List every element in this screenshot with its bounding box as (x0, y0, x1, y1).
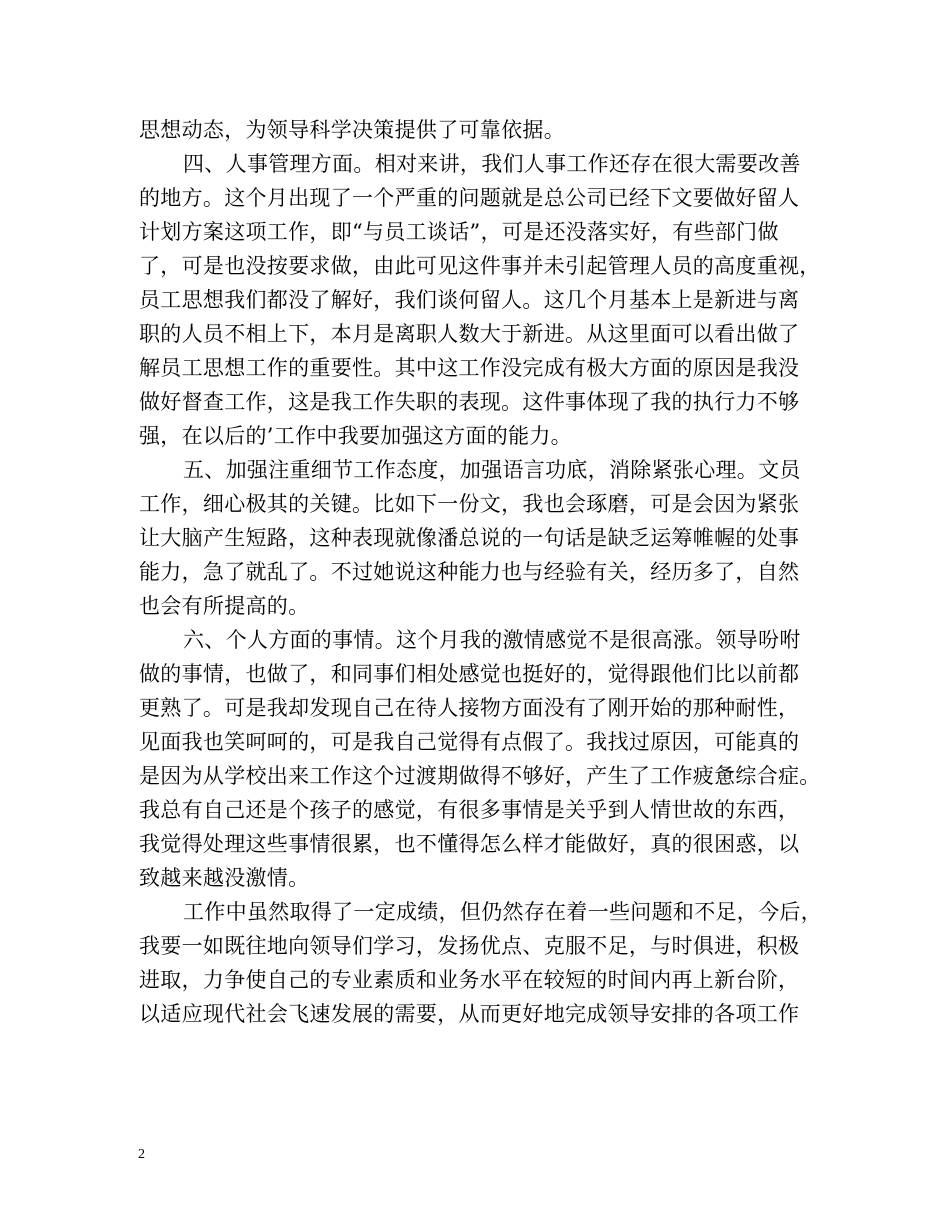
text-line: 员工思想我们都没了解好，我们谈何留人。这几个月基本上是新进与离 (139, 288, 800, 312)
text-line: 致越来越没激情。 (139, 866, 310, 890)
text-line: 进取，力争使自己的专业素质和业务水平在较短的时间内再上新台阶， (139, 968, 800, 992)
text-line: 也会有所提高的。 (139, 594, 310, 618)
text-line: 职的人员不相上下，本月是离职人数大于新进。从这里面可以看出做了 (139, 322, 800, 346)
text-line: 我总有自己还是个孩子的感觉，有很多事情是关乎到人情世故的东西， (139, 798, 800, 822)
text-line: 见面我也笑呵呵的，可是我自己觉得有点假了。我找过原因，可能真的 (139, 730, 800, 754)
text-line: 更熟了。可是我却发现自己在待人接物方面没有了刚开始的那种耐性， (139, 696, 800, 720)
text-line: 以适应现代社会飞速发展的需要，从而更好地完成领导安排的各项工作 (139, 1002, 800, 1026)
paragraph-heading-line: 五、加强注重细节工作态度，加强语言功底，消除紧张心理。文员 (183, 458, 801, 482)
paragraph-first-line: 工作中虽然取得了一定成绩，但仍然存在着一些问题和不足，今后， (183, 900, 822, 924)
text-line: 的地方。这个月出现了一个严重的问题就是总公司已经下文要做好留人 (139, 186, 800, 210)
text-line: 是因为从学校出来工作这个过渡期做得不够好，产生了工作疲惫综合症。 (139, 764, 821, 788)
text-line: 我要一如既往地向领导们学习，发扬优点、克服不足，与时俱进，积极 (139, 934, 800, 958)
paragraph-heading-line: 四、人事管理方面。相对来讲，我们人事工作还存在很大需要改善 (183, 152, 801, 176)
text-line: 我觉得处理这些事情很累，也不懂得怎么样才能做好，真的很困惑，以 (139, 832, 800, 856)
text-line: 能力，急了就乱了。不过她说这种能力也与经验有关，经历多了，自然 (139, 560, 800, 584)
text-line: 做好督查工作，这是我工作失职的表现。这件事体现了我的执行力不够 (139, 390, 800, 414)
text-line: 计划方案这项工作，即“与员工谈话”，可是还没落实好，有些部门做 (139, 220, 779, 244)
text-line: 做的事情，也做了，和同事们相处感觉也挺好的，觉得跟他们比以前都 (139, 662, 800, 686)
text-line: 强，在以后的’工作中我要加强这方面的能力。 (139, 424, 572, 448)
page-number: 2 (138, 1147, 145, 1162)
text-line: 思想动态，为领导科学决策提供了可靠依据。 (139, 118, 565, 142)
paragraph-heading-line: 六、个人方面的事情。这个月我的激情感觉不是很高涨。领导吩咐 (183, 628, 801, 652)
text-line: 工作，细心极其的关键。比如下一份文，我也会琢磨，可是会因为紧张 (139, 492, 800, 516)
text-line: 让大脑产生短路，这种表现就像潘总说的一句话是缺乏运筹帷幄的处事 (139, 526, 800, 550)
text-line: 解员工思想工作的重要性。其中这工作没完成有极大方面的原因是我没 (139, 356, 800, 380)
text-line: 了，可是也没按要求做，由此可见这件事并未引起管理人员的高度重视， (139, 254, 821, 278)
